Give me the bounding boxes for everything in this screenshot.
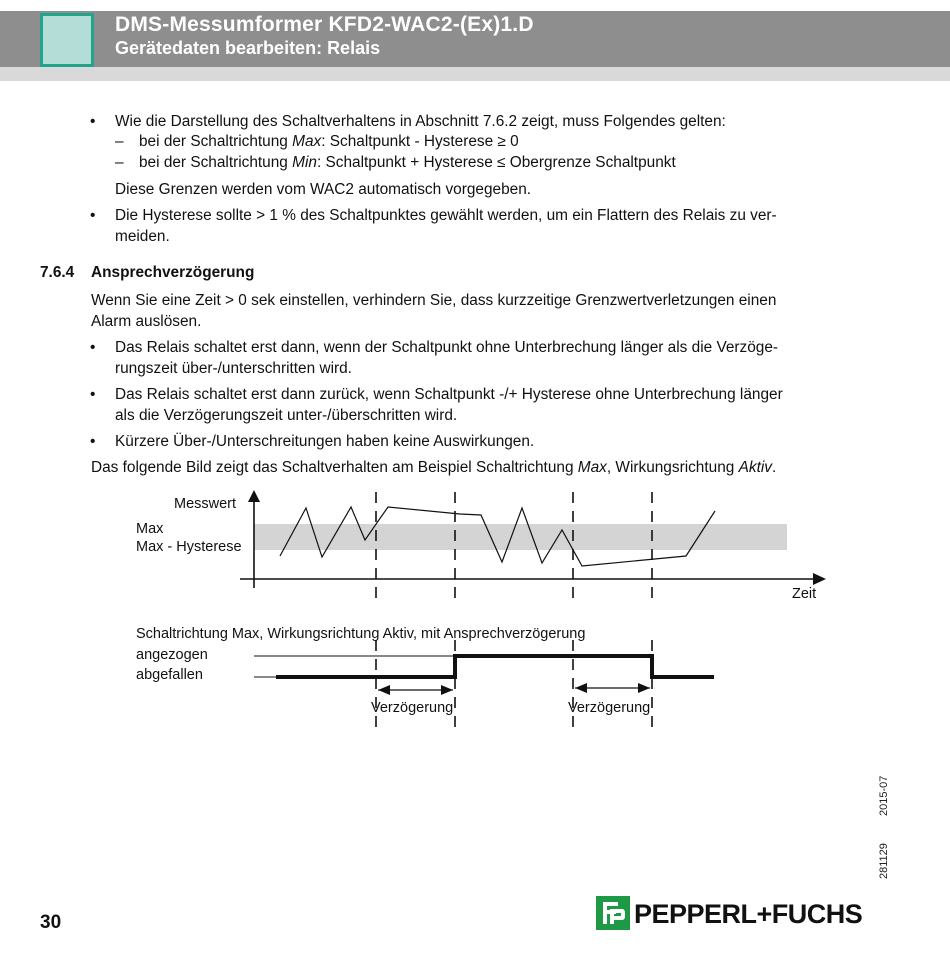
header-subtitle: Gerätedaten bearbeiten: Relais xyxy=(115,38,381,58)
label-messwert: Messwert xyxy=(174,496,237,512)
label-abgefallen: abgefallen xyxy=(136,667,203,683)
bullet-hysteresis-line1: Die Hysterese sollte > 1 % des Schaltpunktes gewählt werden, um ein Flattern des Relais zu ver- xyxy=(115,207,777,224)
section-title: Ansprechverzögerung xyxy=(91,264,255,281)
relay-state-line xyxy=(276,656,714,677)
x-axis-arrow-icon xyxy=(813,573,826,585)
brand-name: PEPPERL+FUCHS xyxy=(634,899,863,929)
date-code: 2015-07 xyxy=(878,775,890,816)
bullet-switch-on-line1: Das Relais schaltet erst dann, wenn der Schaltpunkt ohne Unterbrechung länger als die Verzöge- xyxy=(115,339,779,356)
section-para-line1: Wenn Sie eine Zeit > 0 sek einstellen, verhindern Sie, dass kurzzeitige Grenzwertverletzungen einen xyxy=(91,292,777,309)
delay-arrow-2-left-icon xyxy=(575,683,587,693)
y-axis-arrow-icon xyxy=(248,490,260,502)
figure-intro-post: . xyxy=(771,459,777,476)
figure-intro-pre: Das folgende Bild zeigt das Schaltverhalten am Beispiel Schaltrichtung xyxy=(91,459,578,476)
dash-min-em: Min xyxy=(292,154,317,171)
figure-intro-em2: Aktiv xyxy=(738,459,772,476)
pepperl-fuchs-logo-icon xyxy=(596,896,630,930)
label-delay-2: Verzögerung xyxy=(568,700,651,716)
doc-code: 281129 xyxy=(878,843,890,879)
delay-arrow-1-right-icon xyxy=(441,685,453,695)
section-para-line2: Alarm auslösen. xyxy=(91,313,202,330)
dash-max-pre: bei der Schaltrichtung xyxy=(139,133,293,150)
bullet-switch-on-line2: rungszeit über-/unterschritten wird. xyxy=(115,360,352,377)
header-title: DMS-Messumformer KFD2-WAC2-(Ex)1.D xyxy=(115,13,534,36)
figure-intro-mid: , Wirkungsrichtung xyxy=(606,459,739,476)
bullet-switch-back-line1: Das Relais schaltet erst dann zurück, wenn Schaltpunkt -/+ Hysterese ohne Unterbrechung länger xyxy=(115,386,783,403)
label-max: Max xyxy=(136,521,164,537)
section-number: 7.6.4 xyxy=(40,264,75,281)
dash-max-em: Max xyxy=(292,133,322,150)
label-delay-1: Verzögerung xyxy=(371,700,454,716)
delay-arrow-1-left-icon xyxy=(378,685,390,695)
bullet-short-text: Kürzere Über-/Unterschreitungen haben keine Auswirkungen. xyxy=(115,433,535,450)
label-zeit: Zeit xyxy=(792,586,817,602)
dash-min-post: : Schaltpunkt + Hysterese ≤ Obergrenze Schaltpunkt xyxy=(316,154,676,171)
dash-min-pre: bei der Schaltrichtung xyxy=(139,154,293,171)
page-number: 30 xyxy=(40,912,62,933)
label-max-hysterese: Max - Hysterese xyxy=(136,539,242,555)
limits-note: Diese Grenzen werden vom WAC2 automatisch vorgegeben. xyxy=(115,181,532,198)
diagram-caption: Schaltrichtung Max, Wirkungsrichtung Aktiv, mit Ansprechverzögerung xyxy=(136,626,586,642)
delay-arrow-2-right-icon xyxy=(638,683,650,693)
label-angezogen: angezogen xyxy=(136,647,208,663)
bullet-switch-back-line2: als die Verzögerungszeit unter-/überschritten wird. xyxy=(115,407,458,424)
bullet-hysteresis-line2: meiden. xyxy=(115,228,170,245)
bullet-limits-text: Wie die Darstellung des Schaltverhaltens in Abschnitt 7.6.2 zeigt, muss Folgendes gelten: xyxy=(115,113,726,130)
dash-max-post: : Schaltpunkt - Hysterese ≥ 0 xyxy=(321,133,519,150)
figure-intro-em1: Max xyxy=(577,459,607,476)
